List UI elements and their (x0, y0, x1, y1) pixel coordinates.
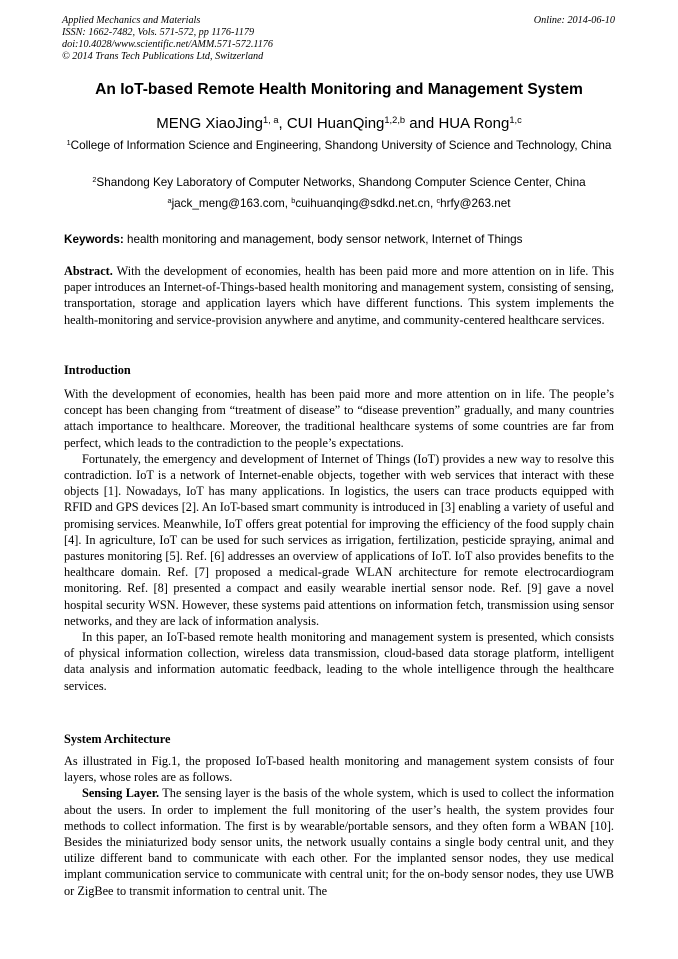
journal-header (62, 15, 273, 63)
abstract-label: Abstract. (64, 264, 113, 278)
author-name: MENG XiaoJing (156, 115, 263, 132)
affiliation-1 (64, 138, 614, 154)
affiliation-num: 1 (66, 138, 71, 148)
introduction-heading: Introduction (64, 363, 131, 377)
copyright-line: © 2014 Trans Tech Publications Ltd, Switzerland (62, 51, 264, 62)
email-sup: c (436, 196, 441, 206)
affiliation-text: College of Information Science and Engineering, Shandong University of Science and Technology, China (70, 139, 612, 152)
author-sup: 1,c (509, 114, 522, 125)
journal-name: Applied Mechanics and Materials (62, 15, 201, 26)
affiliation-2 (64, 175, 614, 191)
paragraph: Fortunately, the emergency and development of Internet of Things (IoT) provides a new way to resolve this contradiction. IoT is a network of Internet-enable objects, together with web services that interact with these objects [1]. Nowadays, IoT has many applications. In logistics, the users can trace products equipped with RFID and GPS devices [2]. An IoT-based smart community is introduced in [3] enabling a variety of useful and promising services. Meanwhile, IoT offers great potential for improving the efficiency of the food supply chain [4]. In agriculture, IoT can be used for such services as irrigation, fertilization, pesticide spraying, animal and pastures monitoring [5]. Ref. [6] addresses an overview of applications of IoT. IoT also provides benefits to the healthcare domain. Ref. [7] proposed a medical-grade WLAN architecture for remote electrocardiogram monitoring. Ref. [8] presented a compact and easily wearable inertial sensor node. Ref. [9] gave a novel hospital security WSN. However, these systems paid attentions on information fetch, transmission using sensor networks, and they are lack of information analysis. (64, 451, 614, 628)
system-architecture-heading: System Architecture (64, 732, 171, 746)
abstract-block (64, 263, 614, 328)
issn-line: ISSN: 1662-7482, Vols. 571-572, pp 1176-1179 (62, 27, 255, 38)
paragraph: As illustrated in Fig.1, the proposed IoT-based health monitoring and management system consists of four layers, whose roles are as follows. (64, 754, 614, 785)
author-line (0, 115, 678, 133)
paragraph (64, 785, 614, 898)
author-sep: , (278, 115, 287, 132)
keywords-line (64, 232, 522, 248)
keywords-label: Keywords: (64, 233, 124, 246)
introduction-section (64, 386, 614, 694)
doi-line: doi:10.4028/www.scientific.net/AMM.571-572.1176 (62, 39, 273, 50)
email-link[interactable]: cuihuanqing@sdkd.net.cn, (295, 197, 437, 210)
affiliation-text: Shandong Key Laboratory of Computer Networks, Shandong Computer Science Center, China (96, 176, 586, 189)
affiliation-num: 2 (92, 175, 97, 185)
author-sep: and (405, 115, 439, 132)
abstract-text: With the development of economies, health has been paid more and more attention on in life. This paper introduces an Internet-of-Things-based health monitoring and management system, consisting of sensing, transportation, storage and application layers which have different functions. This system implements the health-monitoring and service-provision anywhere and anytime, and community-centered healthcare services. (64, 264, 614, 327)
email-line (0, 196, 678, 212)
paper-title: An IoT-based Remote Health Monitoring and Management System (95, 81, 583, 98)
email-sup: a (167, 196, 172, 206)
author-sup: 1, a (262, 114, 279, 125)
sensing-layer-label: Sensing Layer. (82, 786, 160, 801)
author-name: HUA Rong (438, 115, 510, 132)
system-architecture-section (64, 753, 614, 899)
keywords-text: health monitoring and management, body sensor network, Internet of Things (123, 233, 523, 246)
paragraph: With the development of economies, health has been paid more and more attention on in life. The people’s concept has been changing from “treatment of disease” to “disease prevention” gradually, and many countries attach importance to healthcare. Moreover, the traditional healthcare systems of some countries are far from perfect, which leads to the contradiction to the people’s expectations. (64, 387, 614, 450)
author-name: CUI HuanQing (286, 115, 385, 132)
email-link[interactable]: hrfy@263.net (440, 197, 511, 210)
email-sup: b (291, 196, 296, 206)
online-date: Online: 2014-06-10 (533, 15, 615, 26)
abstract-paragraph (64, 263, 614, 328)
email-link[interactable]: jack_meng@163.com, (171, 197, 292, 210)
paragraph: In this paper, an IoT-based remote health monitoring and management system is presented, which consists of physical information collection, wireless data transmission, cloud-based data storage platform, intelligent data analysis and information automatic feedback, leading to the whole intelligence through the healthcare services. (64, 630, 614, 693)
author-sup: 1,2,b (384, 114, 406, 125)
sensing-layer-text: The sensing layer is the basis of the whole system, which is used to collect the information about the users. In order to implement the full monitoring of the user’s health, the system provides four methods to collect information. The first is by wearable/portable sensors, and they often form a WBAN [10]. Besides the miniaturized body sensor units, the network usually contains a single body central unit, and they utilize different band to communicate with each other. For the implanted sensor nodes, they use medical implant communication service to communicate with central unit; for the on-body sensor nodes, they use UWB or ZigBee to transmit information to central unit. The (64, 786, 615, 898)
